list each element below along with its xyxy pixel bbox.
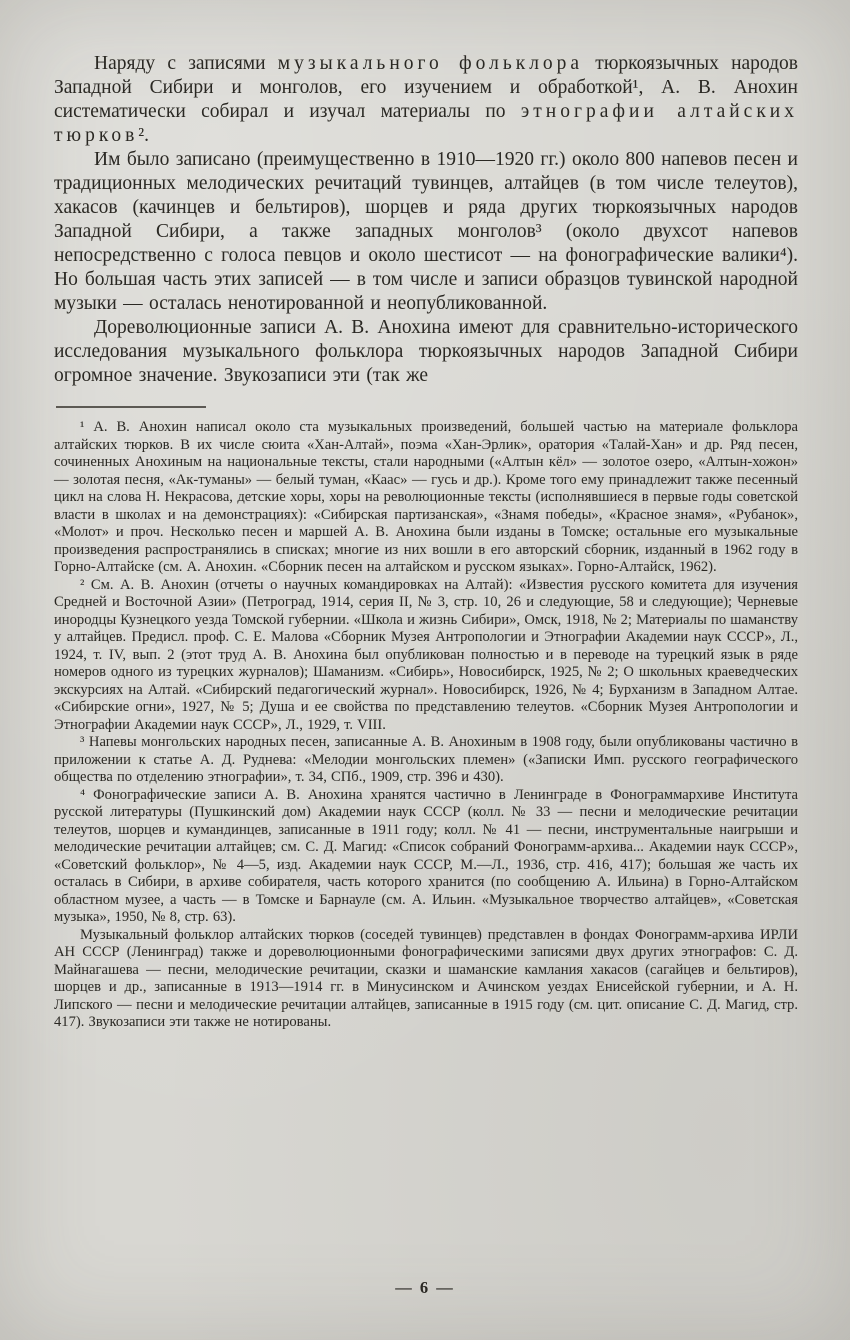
page-number: — 6 — (395, 1278, 455, 1297)
footnote-separator-rule (56, 406, 206, 408)
text-run: Наряду с записями (94, 53, 278, 74)
footnote-4-continuation: Музыкальный фольклор алтайских тюрков (соседей тувинцев) представлен в фондах Фонограмм-архива ИРЛИ АН СССР (Ленинград) также и дореволюционными фонографическими записями двух других этнографов: С. Д. Майнагашева — песни, мелодические речитации, сказки и шаманские камлания хакасов (сагайцев и бельтиров), шорцев и др., записанные в 1913—1914 гг. в Минусинском и Ачинском уездах Енисейской губернии, и А. Н. Липского — песни и мелодические речитации алтайцев, записанные в 1915 году (см. цит. описание С. Д. Магид, стр. 417). Звукозаписи эти также не нотированы. (54, 926, 798, 1030)
main-paragraph-3: Дореволюционные записи А. В. Анохина имеют для сравнительно-исторического исследования музыкального фольклора тюркоязычных народов Западной Сибири огромное значение. Звукозаписи эти (так же (54, 317, 798, 386)
main-paragraph-2: Им было записано (преимущественно в 1910—1920 гг.) около 800 напевов песен и традиционных мелодических речитаций тувинцев, алтайцев (в том числе телеутов), хакасов (качинцев и бельтиров), шорцев и ряда других тюркоязычных народов Западной Сибири, а также западных монголов³ (около двухсот напевов непосредственно с голоса певцов и около шестисот — на фонографические валики⁴). Но большая часть этих записей — в том числе и записи образцов тувинской народной музыки — осталась ненотированной и неопубликованной. (54, 149, 798, 314)
footnote-4: ⁴ Фонографические записи А. В. Анохина хранятся частично в Ленинграде в Фонограммархиве Института русской литературы (Пушкинский дом) Академии наук СССР (колл. № 33 — песни и мелодические речитации телеутов, шорцев и кумандинцев, записанные в 1911 году; колл. № 41 — песни, инструментальные наигрыши и мелодические речитации алтайцев; см. С. Д. Магид: «Список собраний Фонограмм-архива... Академии наук СССР», «Советский фольклор», № 4—5, изд. Академии наук СССР, М.—Л., 1936, стр. 416, 417); большая же часть их осталась в Сибири, в архиве собирателя, часть которого хранится (по сообщению А. Ильина) в Горно-Алтайском областном музее, а часть — в Томске и Барнауле (см. А. Ильин. «Музыкальное творчество алтайцев», «Советская музыка», 1950, № 8, стр. 63). (54, 786, 798, 925)
footnote-1: ¹ А. В. Анохин написал около ста музыкальных произведений, большей частью на материале фольклора алтайских тюрков. В их числе сюита «Хан-Алтай», поэма «Хан-Эрлик», оратория «Талай-Хан» и др. Ряд песен, сочиненных Анохиным на национальные тексты, стали народными («Алтын кёл» — золотое озеро, «Алтын-хожон» — золотая песня, «Ак-туманы» — белый туман, «Каас» — гусь и др.). Кроме того ему принадлежит также песенный цикл на слова Н. Некрасова, детские хоры, хоры на революционные тексты (исполнявшиеся в первые годы советской власти в школах и на демонстрациях): «Сибирская партизанская», «Знамя победы», «Красное знамя», «Рубанок», «Молот» и проч. Несколько песен и маршей А. В. Анохина были изданы в Томске; остальные его музыкальные произведения распространялись в списках; многие из них вошли в его авторский сборник, изданный в 1962 году в Горно-Алтайске (см. А. Анохин. «Сборник песен на алтайском и русском языках». Горно-Алтайск, 1962). (54, 419, 798, 575)
footnotes-block (54, 419, 798, 1032)
emphasized-text-run: музыкального фольклора (277, 53, 584, 74)
footnote-2: ² См. А. В. Анохин (отчеты о научных командировках на Алтай): «Известия русского комитета для изучения Средней и Восточной Азии» (Петроград, 1914, серия II, № 3, стр. 10, 26 и следующие, 58 и следующие); Черневые инородцы Кузнецкого уезда Томской губернии. «Школа и жизнь Сибири», Омск, 1918, № 2; Материалы по шаманству у алтайцев. Предисл. проф. С. Е. Малова «Сборник Музея Антропологии и Этнографии Академии наук СССР», Л., 1924, т. IV, вып. 2 (этот труд А. В. Анохина был опубликован полностью и в переводе на турецкий язык в ряде номеров одного из турецких журналов); Шаманизм. «Сибирь», Новосибирск, 1925, № 2; О школьных краеведческих экскурсиях на Алтай. «Сибирский педагогический журнал». Новосибирск, 1926, № 4; Бурханизм в Западном Алтае. «Сибирские огни», 1927, № 5; Душа и ее свойства по представлению телеутов. «Сборник Музея Антропологии и Этнографии Академии наук СССР», Л., 1929, т. VIII. (54, 576, 798, 733)
main-paragraph-1 (54, 52, 798, 148)
main-text-block (54, 52, 798, 388)
text-run: ². (138, 125, 150, 146)
text-run: тюркоязычных народов Западной Сибири и монголов, его изучением и обработкой¹, А. В. Анохин систематически собирал и изучал материалы по (54, 53, 798, 122)
footnote-3: ³ Напевы монгольских народных песен, записанные А. В. Анохиным в 1908 году, были опубликованы частично в приложении к статье А. Д. Руднева: «Мелодии монгольских племен» («Записки Имп. русского географического общества по отделению этнографии», т. 34, СПб., 1909, стр. 396 и 430). (54, 734, 798, 785)
emphasized-text-run: этнографии алтайских тюрков (54, 101, 798, 146)
